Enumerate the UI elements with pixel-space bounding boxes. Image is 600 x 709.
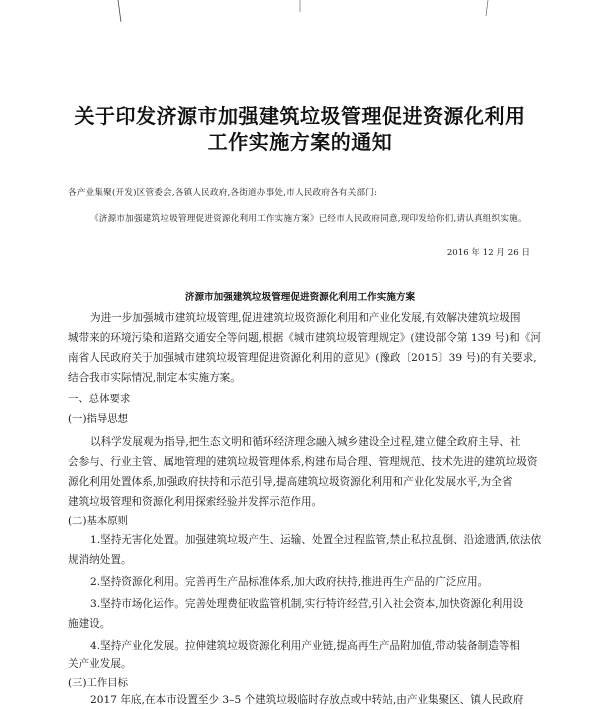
issue-date: 2016 年 12 月 26 日: [446, 248, 530, 258]
goal-line: 2017 年底,在本市设置至少 3–5 个建筑垃圾临时存放点或中转站,由产业集聚区、镇人民政府: [90, 694, 524, 706]
guiding-line: 会参与、行业主管、属地管理的建筑垃圾管理体系,构建布局合理、管理规范、技术先进的建筑垃圾资: [68, 456, 538, 468]
principle-line: 施建设。: [68, 618, 111, 630]
principle-line: 1.坚持无害化处置。加强建筑垃圾产生、运输、处置全过程监管,禁止私拉乱倒、沿途遗洒,依法依: [90, 534, 542, 546]
guiding-line: 以科学发展观为指导,把生态文明和循环经济理念融入城乡建设全过程,建立健全政府主导、社: [90, 436, 521, 448]
intro-line: 为进一步加强城市建筑垃圾管理,促进建筑垃圾资源化利用和产业化发展,有效解决建筑垃圾围: [90, 312, 521, 324]
plan-subtitle: 济源市加强建筑垃圾管理促进资源化利用工作实施方案: [184, 292, 416, 303]
scan-edge-marks: [0, 0, 600, 60]
intro-line: 南省人民政府关于加强城市建筑垃圾管理促进资源化利用的意见》(豫政〔2015〕39 号)的有关要求,: [68, 352, 537, 364]
intro-line: 结合我市实际情况,制定本实施方案。: [68, 372, 241, 384]
principle-line: 2.坚持资源化利用。完善再生产品标准体系,加大政府扶持,推进再生产品的广泛应用。: [90, 576, 489, 588]
principle-line: 关产业发展。: [68, 658, 132, 670]
guiding-line: 源化利用处置体系,加强政府扶持和示范引导,提高建筑垃圾资源化利用和产业化发展水平,为全省: [68, 476, 513, 488]
document-title-line2: 工作实施方案的通知: [207, 130, 393, 154]
guiding-line: 建筑垃圾管理和资源化利用探索经验并发挥示范作用。: [68, 496, 323, 508]
intro-line: 城带来的环境污染和道路交通安全等问题,根据《城市建筑垃圾管理规定》(建设部令第 139 号)和《河: [68, 332, 541, 344]
document-title-line1: 关于印发济源市加强建筑垃圾管理促进资源化利用: [74, 104, 526, 128]
principle-line: 4.坚持产业化发展。拉伸建筑垃圾资源化利用产业链,提高再生产品附加值,带动装备制造等相: [90, 640, 520, 652]
subsection-heading: (二)基本原则: [68, 515, 129, 527]
section-heading: 一、总体要求: [68, 393, 131, 405]
addressee: 各产业集聚(开发)区管委会,各镇人民政府,各街道办事处,市人民政府各有关部门:: [68, 188, 378, 198]
subsection-heading: (一)指导思想: [68, 413, 129, 425]
notice-text: 《济源市加强建筑垃圾管理促进资源化利用工作实施方案》已经市人民政府同意,现印发给你们,请认真组织实施。: [90, 214, 527, 224]
principle-line: 3.坚持市场化运作。完善处理费征收监管机制,实行特许经营,引入社会资本,加快资源化利用设: [90, 598, 524, 610]
principle-line: 规消纳处置。: [68, 554, 132, 566]
subsection-heading: (三)工作目标: [68, 677, 129, 689]
